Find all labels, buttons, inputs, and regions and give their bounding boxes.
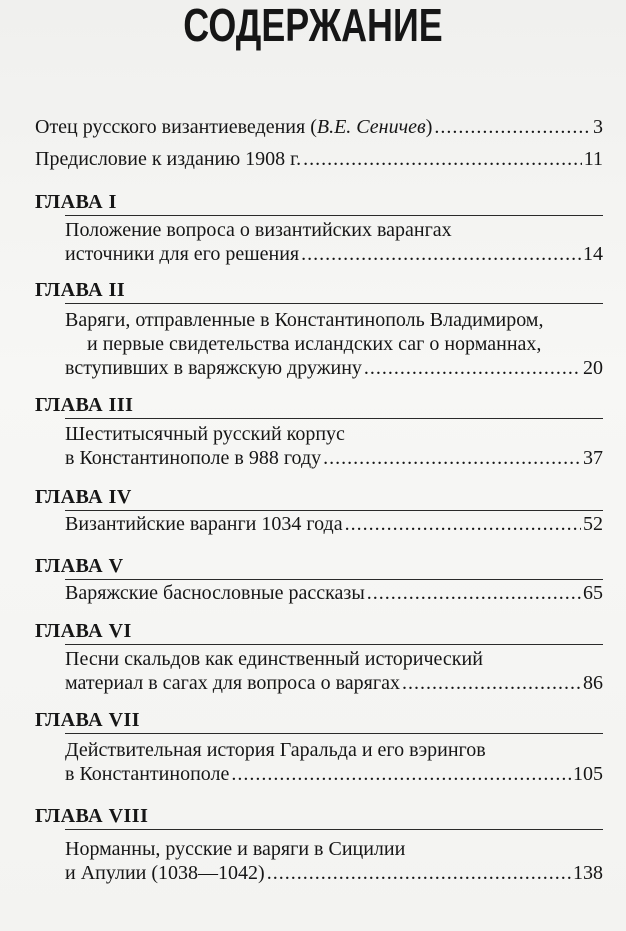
leader-dots <box>301 242 581 266</box>
divider <box>65 829 603 830</box>
page-number: 86 <box>583 672 603 694</box>
leader-dots <box>345 512 581 536</box>
entry-title-line: Варяги, отправленные в Константинополь Владимиром, <box>65 309 544 331</box>
leader-dots <box>402 671 581 695</box>
toc-entry-chapter-3[interactable] <box>65 422 603 470</box>
entry-title-line: Варяжские баснословные рассказы <box>65 582 365 604</box>
divider <box>65 510 603 511</box>
toc-entry-preface[interactable] <box>35 147 603 171</box>
entry-title-line: и первые свидетельства исландских саг о норманнах, <box>87 333 542 355</box>
entry-title-line: материал в сагах для вопроса о варягах <box>65 672 400 694</box>
entry-title-line: Норманны, русские и варяги в Сицилии <box>65 838 406 860</box>
divider <box>65 733 603 734</box>
leader-dots <box>367 581 581 605</box>
leader-dots <box>364 356 581 380</box>
divider <box>65 579 603 580</box>
page-number: 11 <box>583 148 603 170</box>
entry-title-line: Шеститысячный русский корпус <box>65 423 345 445</box>
toc-entry-chapter-2[interactable] <box>65 308 603 380</box>
entry-title-line: и Апулии (1038—1042) <box>65 862 265 884</box>
chapter-label: ГЛАВА VIII <box>35 805 149 827</box>
leader-dots <box>303 147 582 171</box>
entry-title-line: источники для его решения <box>65 243 300 265</box>
divider <box>65 303 603 304</box>
entry-title-line: Действительная история Гаральда и его вэрингов <box>65 739 486 761</box>
toc-entry-chapter-6[interactable] <box>65 647 603 695</box>
page-number: 37 <box>583 447 603 469</box>
entry-title-line: Песни скальдов как единственный исторический <box>65 648 483 670</box>
entry-title-line: в Константинополе в 988 году <box>65 447 322 469</box>
leader-dots <box>231 762 571 786</box>
leader-dots <box>323 446 581 470</box>
chapter-label: ГЛАВА III <box>35 394 134 416</box>
chapter-label: ГЛАВА VI <box>35 620 132 642</box>
chapter-label: ГЛАВА I <box>35 191 117 213</box>
entry-title-line: Византийские варанги 1034 года <box>65 513 343 535</box>
entry-author: В.Е. Сеничев <box>316 116 426 138</box>
divider <box>65 215 603 216</box>
page-number: 65 <box>583 582 603 604</box>
entry-title-line: Положение вопроса о византийских варангах <box>65 219 452 241</box>
entry-title: Предисловие к изданию 1908 г. <box>35 148 302 170</box>
divider <box>65 644 603 645</box>
page-title: СОДЕРЖАНИЕ <box>183 0 443 51</box>
entry-title: Отец русского византиеведения (В.Е. Сеничев) <box>35 116 433 138</box>
chapter-label: ГЛАВА II <box>35 279 126 301</box>
page-number: 138 <box>573 862 603 884</box>
page-number: 14 <box>583 243 603 265</box>
page-number: 20 <box>583 357 603 379</box>
page-number: 52 <box>583 513 603 535</box>
entry-title-line: вступивших в варяжскую дружину <box>65 357 362 379</box>
divider <box>65 418 603 419</box>
toc-entry-chapter-1[interactable] <box>65 218 603 266</box>
chapter-label: ГЛАВА VII <box>35 709 141 731</box>
page-number: 3 <box>593 116 603 138</box>
toc-entry-chapter-8[interactable] <box>65 837 603 885</box>
entry-title-line: в Константинополе <box>65 763 230 785</box>
toc-entry-chapter-7[interactable] <box>65 738 603 786</box>
page-number: 105 <box>573 763 603 785</box>
chapter-label: ГЛАВА IV <box>35 486 132 508</box>
leader-dots <box>267 861 571 885</box>
toc-entry-chapter-4[interactable] <box>65 512 603 536</box>
toc-entry-foreword-author[interactable] <box>35 115 603 139</box>
toc-entry-chapter-5[interactable] <box>65 581 603 605</box>
leader-dots <box>434 115 591 139</box>
chapter-label: ГЛАВА V <box>35 555 124 577</box>
